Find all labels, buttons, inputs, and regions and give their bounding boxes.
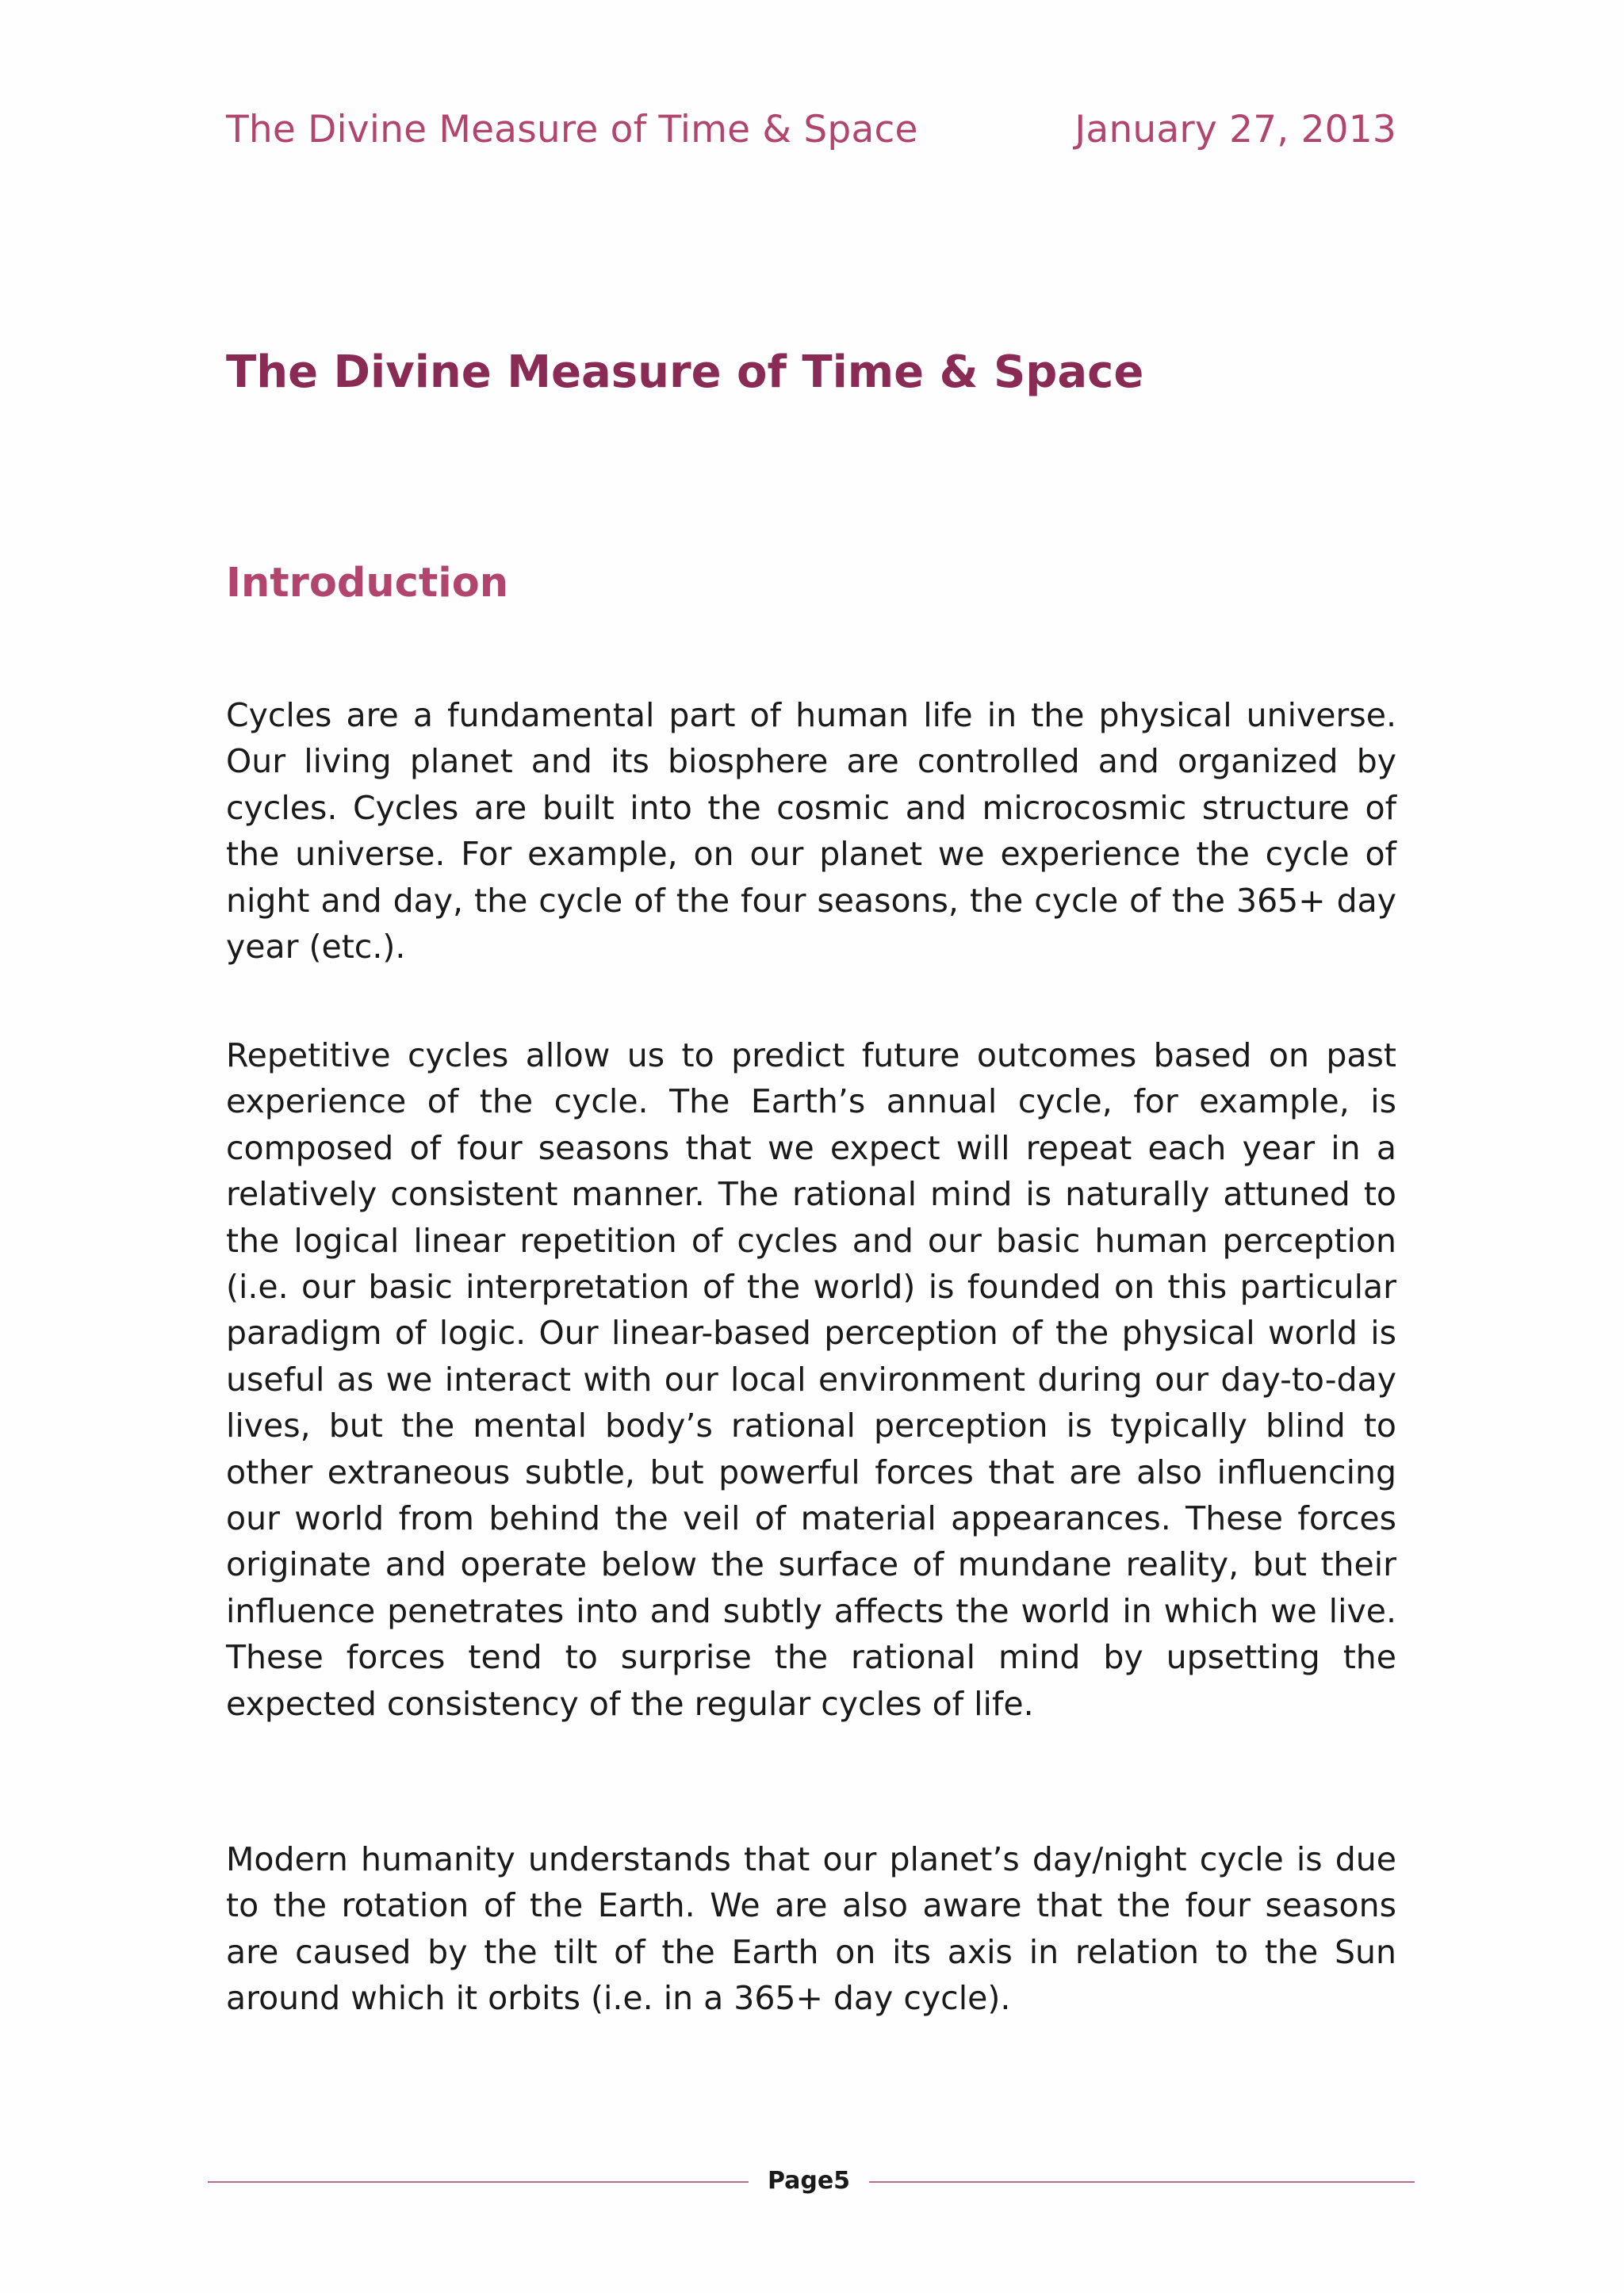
- body-paragraph: Cycles are a fundamental part of human life in the physical universe. Our living planet and its biosphere are controlled and organized by cycles. Cycles are built into the cosmic and microcosmic structure of the universe. For example, on our planet we experience the cycle of night and day, the cycle of the four seasons, the cycle of the 365+ day year (etc.).: [226, 696, 1396, 967]
- document-title: The Divine Measure of Time & Space: [226, 346, 1144, 398]
- running-header: [226, 108, 1396, 151]
- header-title: The Divine Measure of Time & Space: [226, 108, 918, 151]
- section-heading-introduction: Introduction: [226, 560, 509, 607]
- footer-divider-left: [208, 2181, 749, 2183]
- page-footer: [208, 2165, 1415, 2196]
- body-paragraph: Repetitive cycles allow us to predict future outcomes based on past experience of the cycle. The Earth’s annual cycle, for example, is composed of four seasons that we expect will repeat each year in a relatively consistent manner. The rational mind is naturally attuned to the logical linear repetition of cycles and our basic human perception (i.e. our basic interpretation of the world) is founded on this particular paradigm of logic. Our linear-based perception of the physical world is useful as we interact with our local environment during our day-to-day lives, but the mental body’s rational perception is typically blind to other extraneous subtle, but powerful forces that are also influencing our world from behind the veil of material appearances. These forces originate and operate below the surface of mundane reality, but their influence penetrates into and subtly affects the world in which we live. These forces tend to surprise the rational mind by upsetting the expected consistency of the regular cycles of life.: [226, 1036, 1396, 1723]
- body-paragraph: Modern humanity understands that our planet’s day/night cycle is due to the rotation of the Earth. We are also aware that the four seasons are caused by the tilt of the Earth on its axis in relation to the Sun around which it orbits (i.e. in a 365+ day cycle).: [226, 1840, 1396, 2018]
- footer-divider-right: [869, 2181, 1415, 2183]
- header-date: January 27, 2013: [1074, 108, 1396, 151]
- page-number: Page5: [767, 2167, 851, 2195]
